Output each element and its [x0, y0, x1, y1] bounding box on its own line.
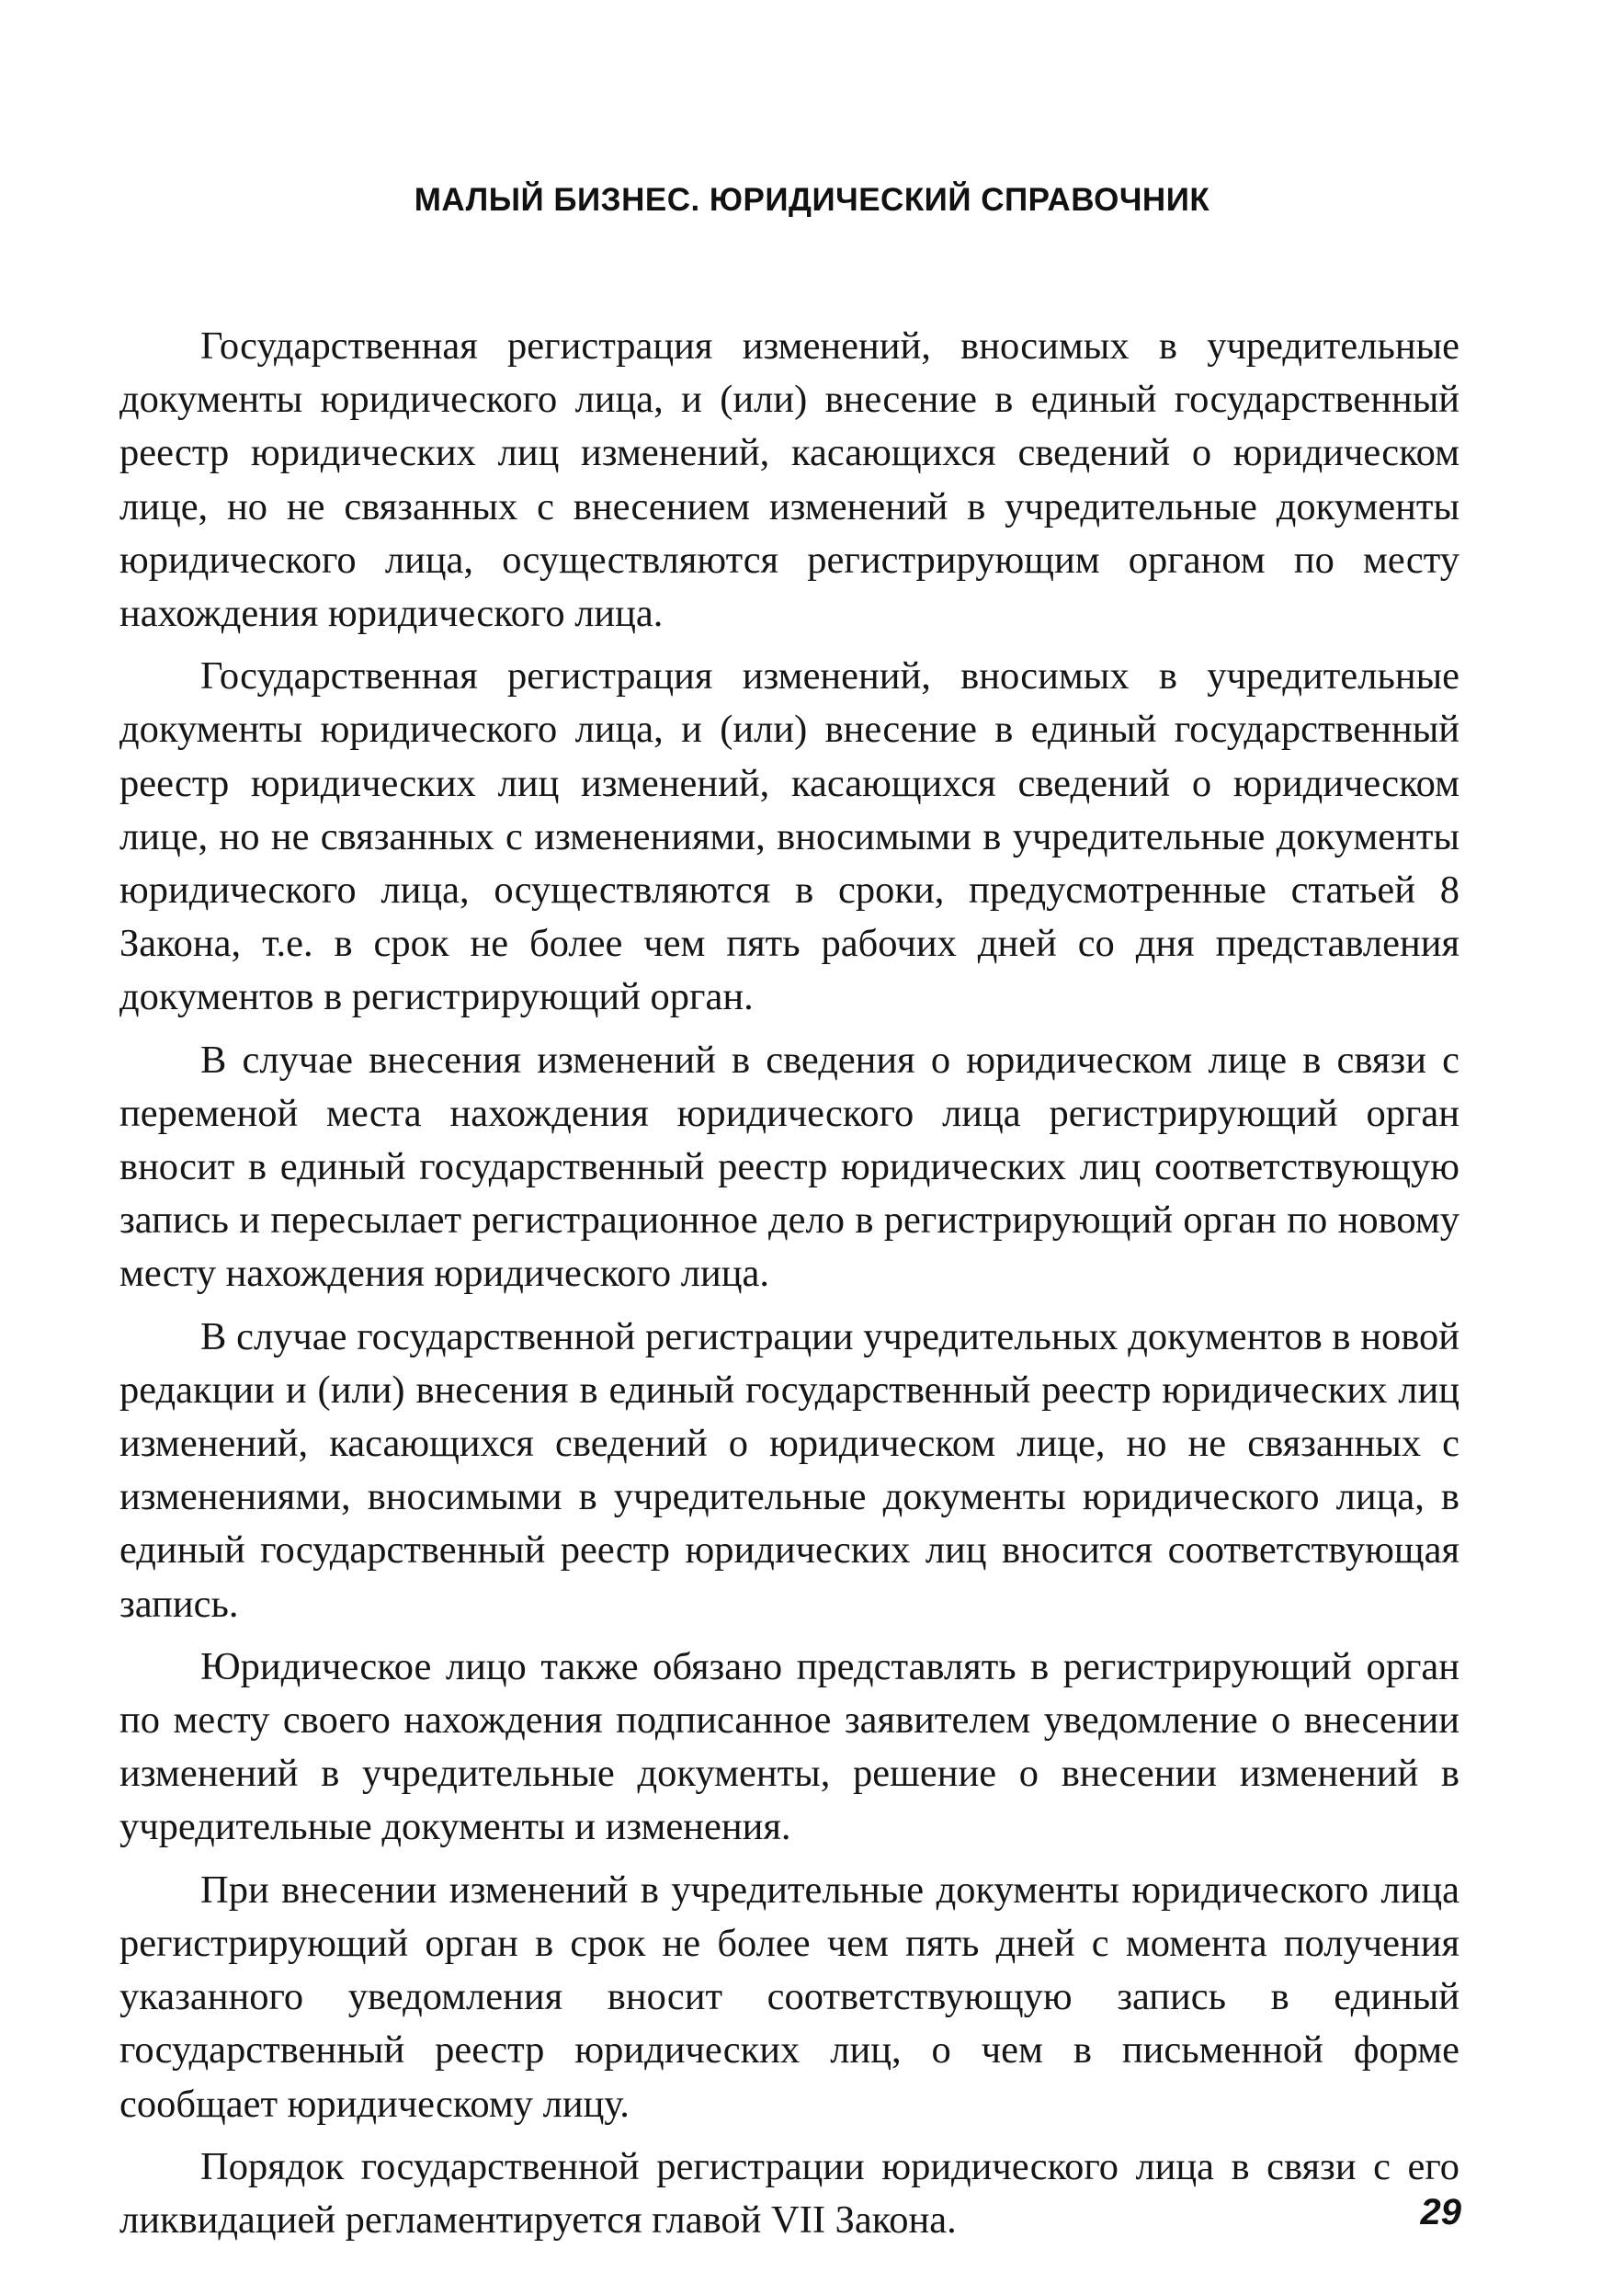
paragraph: Государственная регистрация изменений, вносимых в учредительные документы юридического лица, и (или) внесение в единый государственный реестр юридических лиц изменений, касающихся сведений о юридическом лице, но не связанных с изменениями, вносимыми в учредительные документы юридического лица, осуществляются в сроки, предусмотренные статьей 8 Закона, т.е. в срок не более чем пять рабочих дней со дня представления документов в регистрирующий орган. [119, 654, 1459, 1019]
paragraph: В случае государственной регистрации учредительных документов в новой редакции и (или) внесения в единый государственный реестр юридических лиц изменений, касающихся сведений о юридическом лице, но не связанных с изменениями, вносимыми в учредительные документы юридического лица, в единый государственный реестр юридических лиц вносится соответствующая запись. [119, 1314, 1459, 1626]
paragraph: В случае внесения изменений в сведения о юридическом лице в связи с переменой места нахождения юридического лица регистрирующий орган вносит в единый государственный реестр юридических лиц соответствующую запись и пересылает регистрационное дело в регистрирующий орган по новому месту нахождения юридического лица. [119, 1038, 1459, 1296]
paragraph: Порядок государственной регистрации юридического лица в связи с его ликвидацией регламентируется главой VII Закона. [119, 2144, 1459, 2242]
paragraph: Юридическое лицо также обязано представлять в регистрирующий орган по месту своего нахождения подписанное заявителем уведомление о внесении изменений в учредительные документы, решение о внесении изменений в учредительные документы и изменения. [119, 1644, 1459, 1849]
page-number: 29 [1420, 2192, 1461, 2232]
running-header: МАЛЫЙ БИЗНЕС. ЮРИДИЧЕСКИЙ СПРАВОЧНИК [414, 182, 1210, 218]
paragraph: При внесении изменений в учредительные документы юридического лица регистрирующий орган в срок не более чем пять дней с момента получения указанного уведомления вносит соответствующую запись в единый государственный реестр юридических лиц, о чем в письменной форме сообщает юридическому лицу. [119, 1868, 1459, 2126]
body-text [119, 320, 1459, 2256]
paragraph: Государственная регистрация изменений, вносимых в учредительные документы юридического лица, и (или) внесение в единый государственный реестр юридических лиц изменений, касающихся сведений о юридическом лице, но не связанных с внесением изменений в учредительные документы юридического лица, осуществляются регистрирующим органом по месту нахождения юридического лица. [119, 324, 1459, 636]
